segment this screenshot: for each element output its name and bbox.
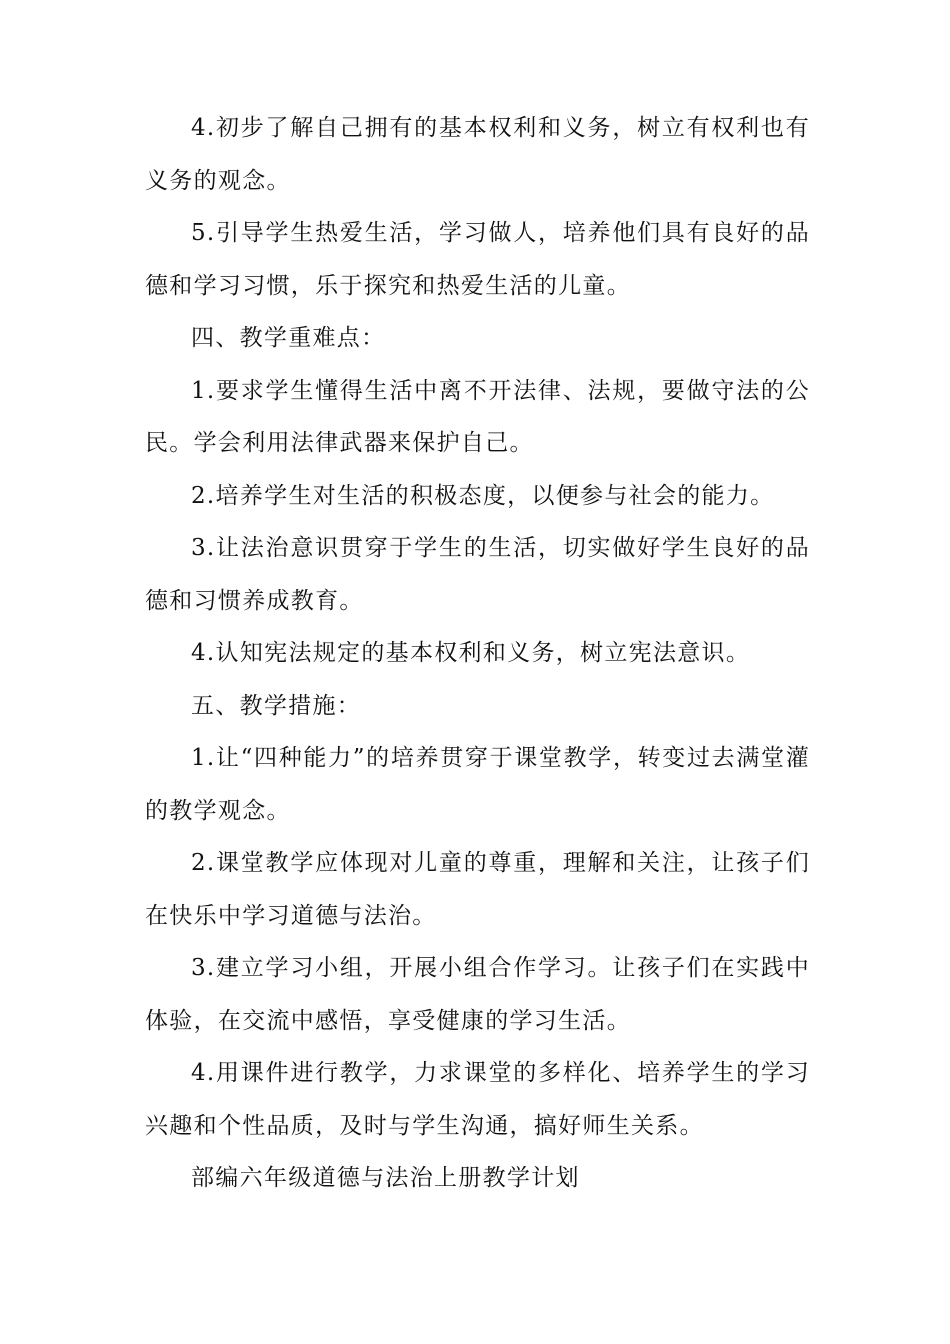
section-heading-measures: 五、教学措施： bbox=[191, 692, 362, 719]
paragraph-goal-4: 4.初步了解自己拥有的基本权利和义务，树立有权利也有义务的观念。 bbox=[145, 115, 810, 194]
paragraph-key-point-3: 3.让法治意识贯穿于学生的生活，切实做好学生良好的品德和习惯养成教育。 bbox=[145, 535, 810, 614]
paragraph-key-point-2: 2.培养学生对生活的积极态度，以便参与社会的能力。 bbox=[191, 482, 775, 509]
paragraph-measure-1: 1.让“四种能力”的培养贯穿于课堂教学，转变过去满堂灌的教学观念。 bbox=[145, 745, 810, 824]
paragraph-goal-5: 5.引导学生热爱生活，学习做人，培养他们具有良好的品德和学习习惯，乐于探究和热爱生活的儿童。 bbox=[145, 220, 810, 299]
document-title-line: 部编六年级道德与法治上册教学计划 bbox=[191, 1165, 580, 1191]
paragraph-key-point-1: 1.要求学生懂得生活中离不开法律、法规，要做守法的公民。学会利用法律武器来保护自己。 bbox=[145, 377, 810, 456]
paragraph-key-point-4: 4.认知宪法规定的基本权利和义务，树立宪法意识。 bbox=[191, 640, 751, 666]
paragraph-measure-2: 2.课堂教学应体现对儿童的尊重，理解和关注，让孩子们在快乐中学习道德与法治。 bbox=[145, 850, 810, 929]
paragraph-measure-4: 4.用课件进行教学，力求课堂的多样化、培养学生的学习兴趣和个性品质，及时与学生沟通，搞好师生关系。 bbox=[145, 1060, 810, 1139]
paragraph-measure-3: 3.建立学习小组，开展小组合作学习。让孩子们在实践中体验，在交流中感悟，享受健康的学习生活。 bbox=[145, 955, 810, 1034]
section-heading-key-points: 四、教学重难点： bbox=[191, 325, 386, 351]
document-body bbox=[145, 102, 810, 1205]
